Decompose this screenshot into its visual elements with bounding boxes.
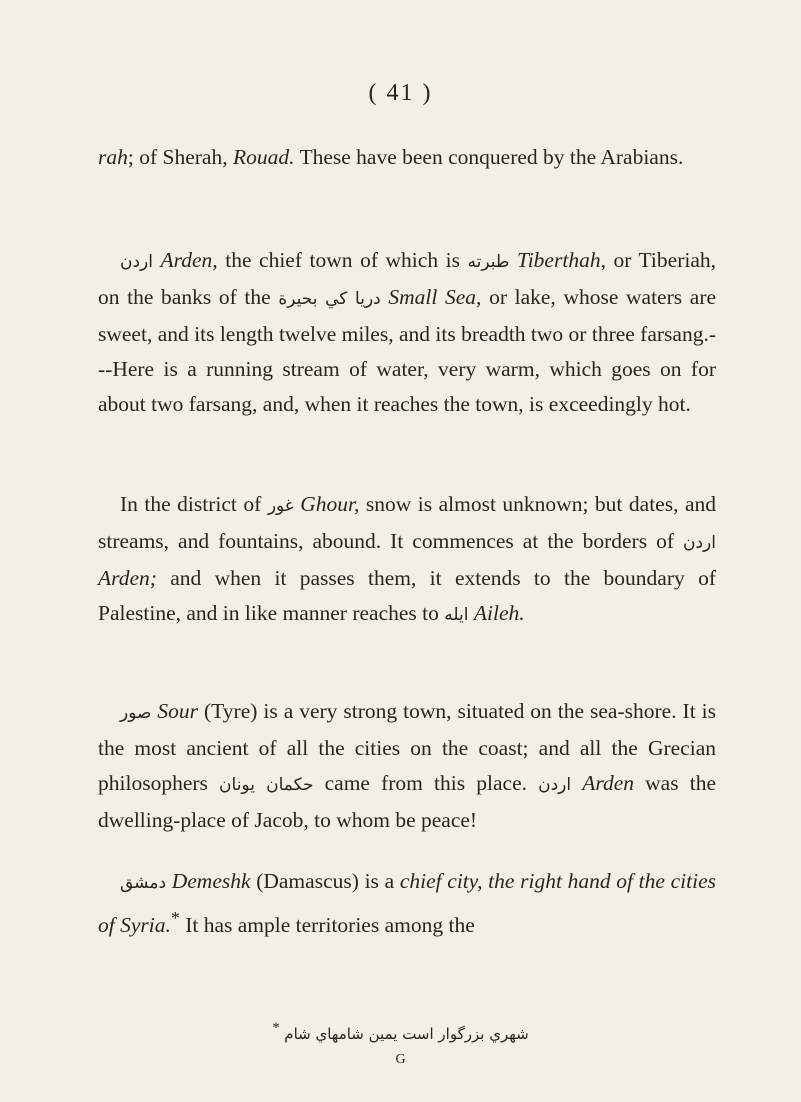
text-italic: Aileh.	[473, 600, 525, 625]
text-italic: Sour	[157, 698, 199, 723]
text-italic: Arden,	[160, 247, 218, 272]
paragraph-5	[98, 864, 716, 943]
text-italic: Ghour,	[300, 491, 360, 516]
page-number: ( 41 )	[368, 80, 433, 106]
arabic-word: صور	[120, 702, 152, 723]
footnote	[0, 1020, 801, 1044]
text-italic: Arden	[582, 770, 635, 795]
arabic-word: يونان	[219, 774, 255, 795]
arabic-word: بحيرة	[278, 288, 318, 309]
text-run: (Damascus) is a	[250, 868, 400, 893]
arabic-word: غور	[267, 495, 294, 516]
signature-mark: G	[395, 1052, 406, 1067]
arabic-word: ايله	[444, 604, 469, 625]
arabic-word: دريا كي	[325, 288, 381, 309]
footnote-marker: *	[272, 1020, 280, 1036]
arabic-word: اردن	[683, 532, 716, 553]
paragraph-4	[98, 694, 716, 838]
text-run: It has ample territories among the	[179, 912, 475, 937]
text-run: or lake, whose waters are sweet, and its length twelve miles, and its breadth two or three farsang.---Here is a running stream of water, very warm, which goes on for about two farsang, and, when it reaches the town, is exceedingly hot.	[98, 284, 717, 416]
text-italic: Small Sea,	[388, 284, 482, 309]
text-run: and when it passes them, it extends to the boundary of Palestine, and in like manner reaches to	[98, 565, 716, 625]
arabic-footnote-text: شهري بزرگوار است يمين شامهاي شام	[284, 1025, 529, 1043]
text-run: In the district of	[120, 491, 268, 516]
arabic-word: اردن	[120, 251, 153, 272]
text-run: (Tyre) is a very strong town, situated on the sea-shore. It is the most ancient of all the cities on the coast; and all the Grecian philosophers	[98, 698, 716, 795]
text-run: These have been conquered by the Arabians.	[294, 144, 684, 169]
text-italic: Rouad.	[232, 144, 295, 169]
text-italic: Tiberthah,	[516, 247, 606, 272]
text-italic: rah	[98, 144, 128, 169]
text-italic: Arden;	[98, 565, 157, 590]
text-run: the chief town of which is	[217, 247, 468, 272]
text-run: came from this place.	[313, 770, 539, 795]
arabic-word: اردن	[538, 774, 572, 795]
text-run: snow is almost unknown; but dates, and streams, and fountains, abound. It commences at the borders of	[98, 491, 716, 553]
arabic-word: طبرته	[467, 251, 510, 272]
text-italic: Demeshk	[171, 868, 251, 893]
paragraph-3	[98, 487, 716, 633]
text-run: was the dwelling-place of Jacob, to whom be peace!	[98, 770, 716, 832]
paragraph-1	[98, 140, 716, 175]
footnote-marker: *	[170, 907, 180, 928]
paragraph-2	[98, 243, 716, 422]
arabic-word: دمشق	[120, 872, 167, 893]
text-run: or Tiberiah, on the banks of the	[98, 247, 717, 309]
text-run: ; of Sherah,	[127, 144, 233, 169]
text-italic: chief city, the right hand of the cities of Syria.	[98, 868, 716, 937]
arabic-word: حكمان	[266, 774, 314, 795]
